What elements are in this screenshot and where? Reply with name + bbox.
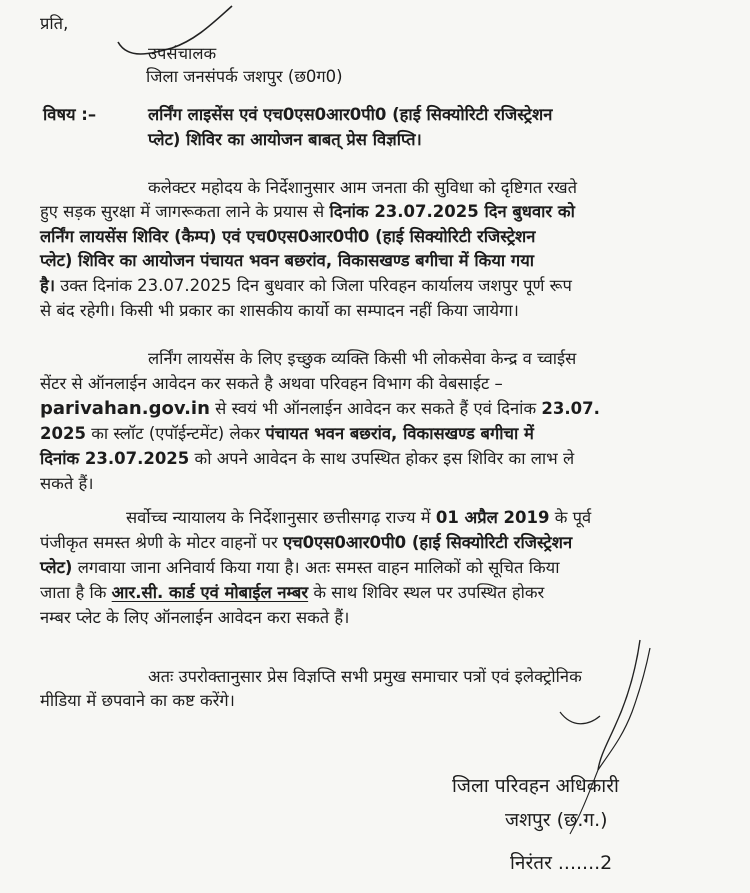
- para4-line-2: मीडिया में छपवाने का कष्ट करेंगे।: [40, 691, 235, 710]
- continuation-note: निरंतर .......2: [510, 852, 613, 874]
- para1-line-5: है। उक्त दिनांक 23.07.2025 दिन बुधवार को जिला परिवहन कार्यालय जशपुर पूर्ण रूप: [40, 276, 572, 295]
- para1-line-3: लर्निंग लायसेंस शिविर (कैम्प) एवं एच0एस0आर0पी0 (हाई सिक्योरिटी रजिस्ट्रेशन: [40, 227, 536, 246]
- para2-line-5: दिनांक 23.07.2025 को अपने आवेदन के साथ उपस्थित होकर इस शिविर का लाभ ले: [40, 449, 575, 468]
- para1-line-6: से बंद रहेगी। किसी भी प्रकार का शासकीय कार्यो का सम्पादन नहीं किया जायेगा।: [40, 301, 519, 320]
- para3-line-4: जाता है कि आर.सी. कार्ड एवं मोबाईल नम्बर के साथ शिविर स्थल पर उपस्थित होकर: [40, 583, 545, 602]
- subject-line-2: प्लेट) शिविर का आयोजन बाबत् प्रेस विज्ञप्ति।: [148, 130, 422, 149]
- para2-line-6: सकते हैं।: [40, 474, 94, 493]
- para3-line-1: सर्वोच्च न्यायालय के निर्देशानुसार छत्तीसगढ़ राज्य में 01 अप्रैल 2019 के पूर्व: [126, 508, 592, 527]
- para3-line-3: प्लेट) लगवाया जाना अनिवार्य किया गया है। अतः समस्त वाहन मालिकों को सूचित किया: [40, 558, 560, 577]
- para2-line-4: 2025 का स्लॉट (एपॉईन्टमेंट) लेकर पंचायत भवन बछरांव, विकासखण्ड बगीचा में: [40, 424, 534, 443]
- address-office: जिला जनसंपर्क जशपुर (छ0ग0): [146, 67, 343, 86]
- para1-line-2: हुए सड़क सुरक्षा में जागरूकता लाने के प्रयास से दिनांक 23.07.2025 दिन बुधवार को: [40, 202, 575, 221]
- para2-line-1: लर्निंग लायसेंस के लिए इच्छुक व्यक्ति किसी भी लोकसेवा केन्द्र व च्वाईस: [148, 349, 577, 368]
- signatory-place: जशपुर (छ.ग.): [505, 809, 608, 831]
- signatory-title: जिला परिवहन अधिकारी: [452, 775, 619, 797]
- para1-line-1: कलेक्टर महोदय के निर्देशानुसार आम जनता की सुविधा को दृष्टिगत रखते: [148, 178, 578, 197]
- para3-line-5: नम्बर प्लेट के लिए ऑनलाईन आवेदन करा सकते हैं।: [40, 608, 350, 627]
- para2-line-2: सेंटर से ऑनलाईन आवेदन कर सकते है अथवा परिवहन विभाग की वेबसाईट –: [40, 374, 503, 393]
- para3-line-2: पंजीकृत समस्त श्रेणी के मोटर वाहनों पर एच0एस0आर0पी0 (हाई सिक्योरिटी रजिस्ट्रेशन: [40, 533, 573, 552]
- para2-line-3: parivahan.gov.in से स्वयं भी ऑनलाईन आवेदन कर सकते हैं एवं दिनांक 23.07.: [40, 398, 600, 419]
- address-prefix: प्रति,: [40, 14, 69, 33]
- address-designation: उपसंचालक: [148, 44, 217, 63]
- para1-line-4: प्लेट) शिविर का आयोजन पंचायत भवन बछरांव, विकासखण्ड बगीचा में किया गया: [40, 251, 535, 270]
- subject-label: विषय :–: [43, 105, 97, 124]
- para4-line-1: अतः उपरोक्तानुसार प्रेस विज्ञप्ति सभी प्रमुख समाचार पत्रों एवं इलेक्ट्रोनिक: [148, 667, 582, 686]
- subject-line-1: लर्निंग लाइसेंस एवं एच0एस0आर0पी0 (हाई सिक्योरिटी रजिस्ट्रेशन: [148, 105, 553, 124]
